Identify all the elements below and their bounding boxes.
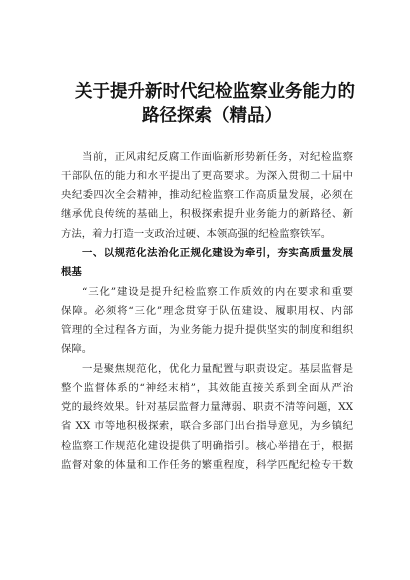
paragraph-line: 省 XX 市等地积极探索，联合多部门出台指导意见，为乡镇纪 — [61, 420, 353, 432]
paragraph-line: 保障。必须将“三化”理念贯穿于队伍建设、履职用权、内部 — [61, 305, 353, 317]
document-title-line-1: 关于提升新时代纪检监察业务能力的 — [75, 82, 355, 102]
paragraph-line: 检监察工作规范化建设提供了明确指引。核心举措在于，根据 — [61, 440, 353, 452]
section-heading-line: 根基 — [61, 266, 82, 278]
paragraph-line: 干部队伍的能力和水平提出了更高要求。为深入贯彻二十届中 — [61, 170, 353, 182]
paragraph-line: 央纪委四次全会精神，推动纪检监察工作高质量发展，必须在 — [61, 189, 353, 201]
paragraph-line: 方法，着力打造一支政治过硬、本领高强的纪检监察铁军。 — [61, 228, 332, 240]
paragraph-line: 党的最终效果。针对基层监督力量薄弱、职责不清等问题，XX — [61, 401, 353, 413]
section-heading-line: 一、以规范化法治化正规化建设为牵引，夯实高质量发展 — [82, 247, 353, 259]
paragraph-line: 监督对象的体量和工作任务的繁重程度，科学匹配纪检专干数 — [61, 459, 353, 471]
paragraph-line: 当前，正风肃纪反腐工作面临新形势新任务，对纪检监察 — [82, 151, 353, 163]
paragraph-line: 保障。 — [61, 343, 93, 355]
paragraph-line: 继承优良传统的基础上，积极探索提升业务能力的新路径、新 — [61, 208, 353, 220]
paragraph-line: “三化”建设是提升纪检监察工作质效的内在要求和重要 — [82, 286, 353, 298]
paragraph-line: 一是聚焦规范化，优化力量配置与职责设定。基层监督是 — [82, 363, 353, 375]
document-title-line-2: 路径探索（精品） — [142, 106, 282, 126]
paragraph-line: 管理的全过程各方面，为业务能力提升提供坚实的制度和组织 — [61, 324, 353, 336]
paragraph-line: 整个监督体系的“神经末梢”，其效能直接关系到全面从严治 — [61, 382, 353, 394]
